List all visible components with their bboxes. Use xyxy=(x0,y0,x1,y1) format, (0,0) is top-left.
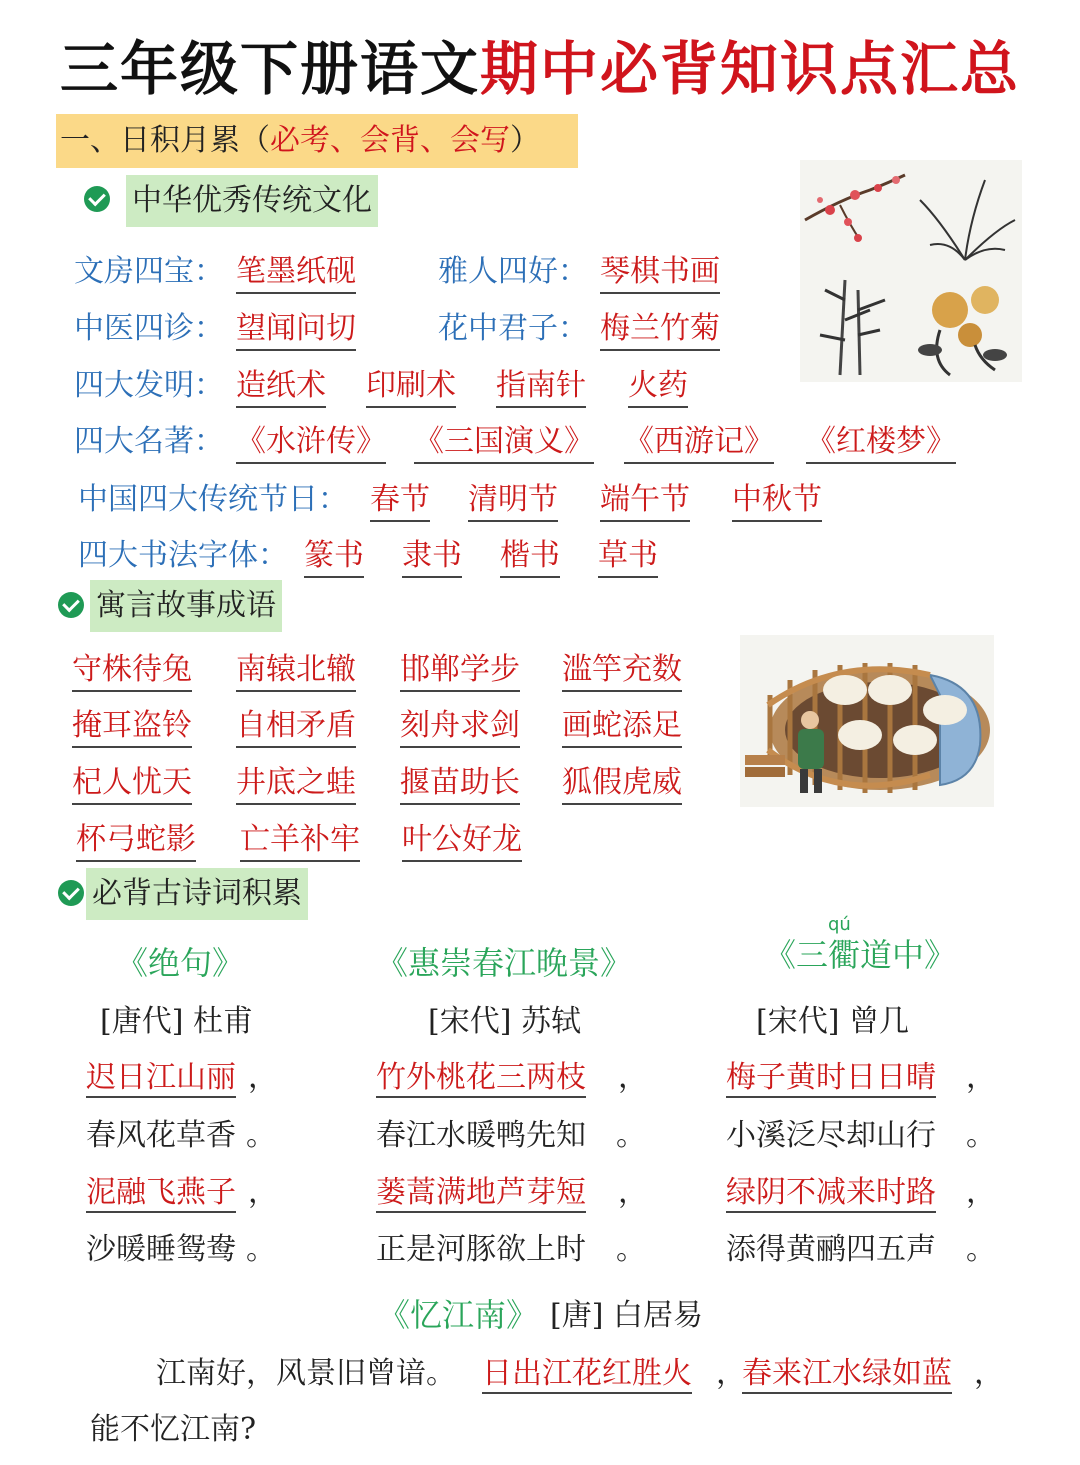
sheep-pen-illustration xyxy=(740,635,994,807)
page-title xyxy=(60,22,1020,106)
plum-orchid-bamboo-chrysanthemum-icon xyxy=(800,160,1022,382)
poem-author: [唐] 白居易 xyxy=(550,1298,703,1333)
poem-punct: 。 xyxy=(966,1232,996,1267)
idiom-item: 邯郸学步 xyxy=(400,644,520,692)
poem-line: 梅子黄时日日晴 xyxy=(726,1052,936,1098)
idiom-item: 刻舟求剑 xyxy=(400,700,520,748)
check-icon xyxy=(58,592,84,618)
section1-heading xyxy=(56,114,578,168)
poem-line: 日出江花红胜火 xyxy=(482,1348,692,1394)
idiom-item: 画蛇添足 xyxy=(562,700,682,748)
poem-line: 竹外桃花三两枝 xyxy=(376,1052,586,1098)
poem-line: 正是河豚欲上时 xyxy=(376,1232,586,1267)
culture-answer: 造纸术 xyxy=(236,360,326,408)
poem-punct: ， xyxy=(966,1175,996,1210)
poem-pinyin: qú xyxy=(828,914,851,935)
sheep-pen-icon xyxy=(740,635,994,807)
culture-heading: 中华优秀传统文化 xyxy=(126,175,378,227)
poem-line: 能不忆江南? xyxy=(90,1412,257,1447)
idiom-item: 掩耳盗铃 xyxy=(72,700,192,748)
check-icon xyxy=(58,880,84,906)
poem-punct: ， xyxy=(974,1356,1004,1391)
culture-answer: 《水浒传》 xyxy=(236,416,386,464)
idiom-item: 亡羊补牢 xyxy=(240,814,360,862)
culture-answer: 笔墨纸砚 xyxy=(236,246,356,294)
poem-punct: ， xyxy=(618,1175,648,1210)
poems-heading: 必背古诗词积累 xyxy=(86,868,308,920)
idioms-heading: 寓言故事成语 xyxy=(90,580,282,632)
idiom-item: 杯弓蛇影 xyxy=(76,814,196,862)
poem-punct: 。 xyxy=(246,1232,276,1267)
idiom-item: 滥竽充数 xyxy=(562,644,682,692)
poem-line: 春风花草香 xyxy=(86,1118,236,1153)
poem-line: 添得黄鹂四五声 xyxy=(726,1232,936,1267)
culture-answer: 《三国演义》 xyxy=(414,416,594,464)
culture-answer: 篆书 xyxy=(304,530,364,578)
culture-label: 四大发明： xyxy=(74,368,224,403)
idiom-item: 杞人忧天 xyxy=(72,757,192,805)
culture-answer: 望闻问切 xyxy=(236,303,356,351)
culture-label: 雅人四好： xyxy=(438,254,588,289)
poem-line: 迟日江山丽 xyxy=(86,1052,236,1098)
poem-punct: ， xyxy=(248,1060,278,1095)
poem-punct: 。 xyxy=(616,1232,646,1267)
poem-punct: 。 xyxy=(966,1118,996,1153)
poem-author: [宋代] 曾几 xyxy=(756,1004,909,1039)
poem-line: 江南好，风景旧曾谙。 xyxy=(156,1356,456,1391)
idiom-item: 南辕北辙 xyxy=(236,644,356,692)
poem-title: 《惠崇春江晚景》 xyxy=(376,944,633,982)
idiom-item: 狐假虎威 xyxy=(562,757,682,805)
culture-answer: 端午节 xyxy=(600,474,690,522)
title-part2: 期中必背知识点汇总 xyxy=(480,35,1021,103)
idiom-item: 揠苗助长 xyxy=(400,757,520,805)
poem-line: 泥融飞燕子 xyxy=(86,1167,236,1213)
culture-answer: 指南针 xyxy=(496,360,586,408)
poem-punct: ， xyxy=(966,1060,996,1095)
idiom-item: 井底之蛙 xyxy=(236,757,356,805)
culture-label: 中国四大传统节日： xyxy=(78,482,348,517)
poem-author: [宋代] 苏轼 xyxy=(428,1004,581,1039)
culture-answer: 草书 xyxy=(598,530,658,578)
poem-line: 春江水暖鸭先知 xyxy=(376,1118,586,1153)
culture-answer: 梅兰竹菊 xyxy=(600,303,720,351)
idiom-item: 叶公好龙 xyxy=(402,814,522,862)
poem-line: 绿阴不减来时路 xyxy=(726,1167,936,1213)
title-part1: 三年级下册语文 xyxy=(60,35,481,103)
poem-punct: 。 xyxy=(616,1118,646,1153)
culture-answer: 琴棋书画 xyxy=(600,246,720,294)
culture-answer: 楷书 xyxy=(500,530,560,578)
culture-answer: 《红楼梦》 xyxy=(806,416,956,464)
culture-label: 四大书法字体： xyxy=(78,538,288,573)
poem-punct: 。 xyxy=(246,1118,276,1153)
culture-label: 中医四诊： xyxy=(74,311,224,346)
poem-line: 蒌蒿满地芦芽短 xyxy=(376,1167,586,1213)
poem-author: [唐代] 杜甫 xyxy=(100,1004,253,1039)
poem-title: 《绝句》 xyxy=(116,944,245,982)
idiom-item: 自相矛盾 xyxy=(236,700,356,748)
culture-label: 四大名著： xyxy=(74,424,224,459)
culture-label: 文房四宝： xyxy=(74,254,224,289)
culture-answer: 隶书 xyxy=(402,530,462,578)
culture-label: 花中君子： xyxy=(438,311,588,346)
poem-line: 沙暖睡鸳鸯 xyxy=(86,1232,236,1267)
culture-answer: 春节 xyxy=(370,474,430,522)
section1-suffix: ） xyxy=(510,123,540,158)
culture-answer: 火药 xyxy=(628,360,688,408)
poem-punct: ， xyxy=(618,1060,648,1095)
section1-highlight: 必考、会背、会写 xyxy=(270,123,510,158)
poem-title: 《三衢道中》 xyxy=(764,936,957,974)
poem-line: 小溪泛尽却山行 xyxy=(726,1118,936,1153)
culture-answer: 印刷术 xyxy=(366,360,456,408)
culture-answer: 《西游记》 xyxy=(624,416,774,464)
culture-answer: 清明节 xyxy=(468,474,558,522)
idiom-item: 守株待兔 xyxy=(72,644,192,692)
poem-punct: ， xyxy=(248,1175,278,1210)
section1-prefix: 一、日积月累（ xyxy=(60,123,270,158)
poem-line: 春来江水绿如蓝 xyxy=(742,1348,952,1394)
poem-title: 《忆江南》 xyxy=(378,1296,539,1334)
four-gentlemen-painting xyxy=(800,160,1022,382)
poem-punct: ， xyxy=(716,1356,746,1391)
culture-answer: 中秋节 xyxy=(732,474,822,522)
check-icon xyxy=(84,186,110,212)
